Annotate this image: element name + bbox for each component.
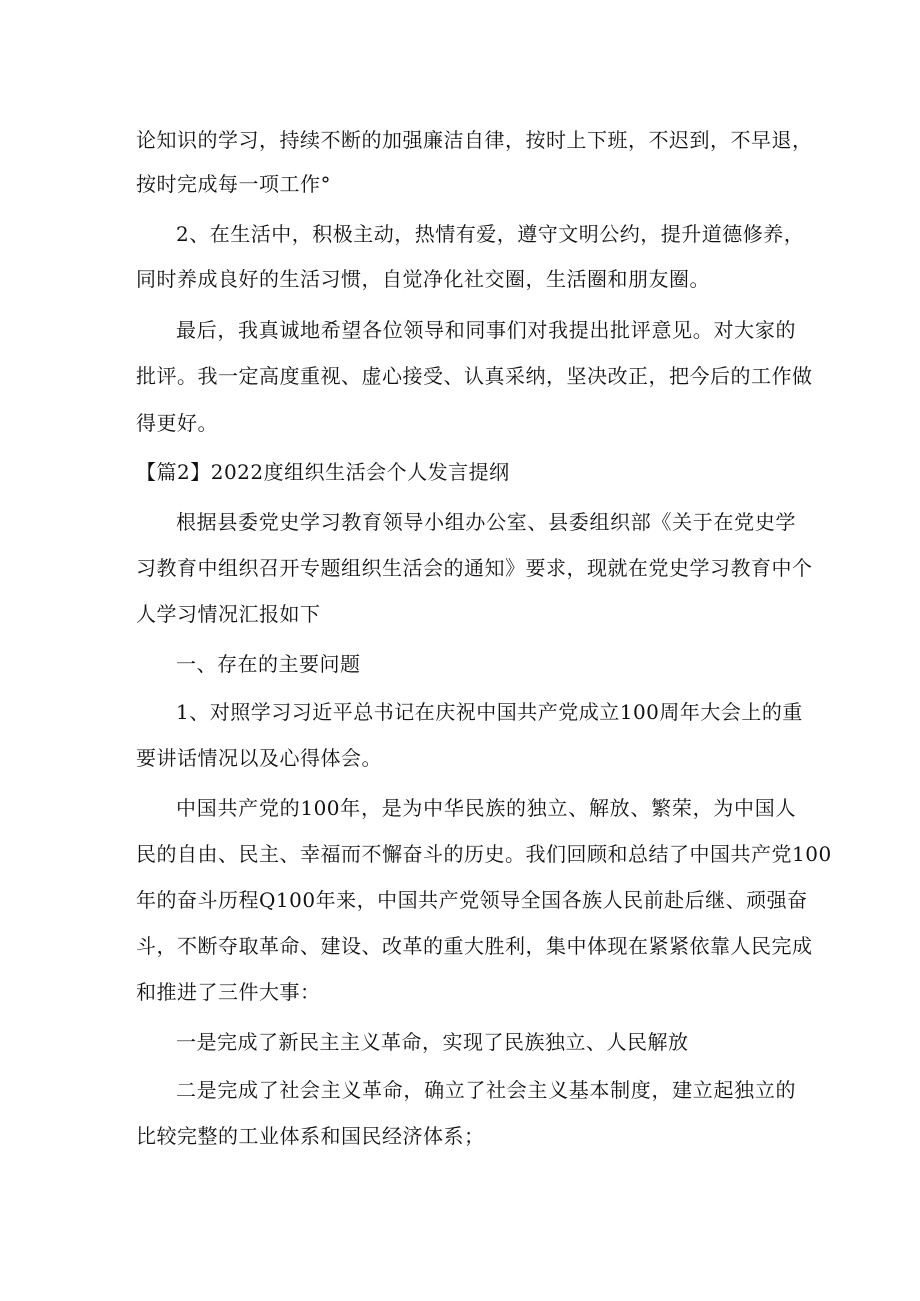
- paragraph-4-line-3: 人学习情况汇报如下: [136, 602, 321, 626]
- paragraph-9-line-1: 二是完成了社会主义革命，确立了社会主义基本制度，建立起独立的: [176, 1078, 796, 1102]
- section-heading: 【篇2】2022度组织生活会个人发言提纲: [136, 460, 510, 484]
- paragraph-9-line-2: 比较完整的工业体系和国民经济体系；: [136, 1124, 485, 1148]
- paragraph-2-line-2: 同时养成良好的生活习惯，自觉净化社交圈，生活圈和朋友圈。: [136, 267, 710, 291]
- paragraph-1-line-1: 论知识的学习，持续不断的加强廉洁自律，按时上下班，不迟到，不早退，: [136, 128, 813, 152]
- paragraph-3-line-2: 批评。我一定高度重视、虚心接受、认真采纳，坚决改正，把今后的工作做: [136, 364, 813, 388]
- paragraph-6-line-1: 1、对照学习习近平总书记在庆祝中国共产党成立100周年大会上的重: [176, 700, 803, 724]
- paragraph-1-line-2: 按时完成每一项工作°: [136, 172, 331, 196]
- paragraph-6-line-2: 要讲话情况以及心得体会。: [136, 746, 382, 770]
- paragraph-7-line-4: 斗，不断夺取革命、建设、改革的重大胜利，集中体现在紧紧依靠人民完成: [136, 934, 813, 958]
- paragraph-7-line-5: 和推进了三件大事：: [136, 980, 321, 1004]
- paragraph-7-line-1: 中国共产党的100年，是为中华民族的独立、解放、繁荣，为中国人: [176, 796, 796, 820]
- paragraph-3-line-3: 得更好。: [136, 411, 218, 435]
- paragraph-4-line-1: 根据县委党史学习教育领导小组办公室、县委组织部《关于在党史学: [176, 510, 796, 534]
- subsection-title: 一、存在的主要问题: [176, 652, 361, 676]
- paragraph-7-line-3: 年的奋斗历程Q100年来，中国共产党领导全国各族人民前赴后继、顽强奋: [136, 888, 808, 912]
- paragraph-3-line-1: 最后，我真诚地希望各位领导和同事们对我提出批评意见。对大家的: [176, 318, 796, 342]
- paragraph-4-line-2: 习教育中组织召开专题组织生活会的通知》要求，现就在党史学习教育中个: [136, 556, 813, 580]
- paragraph-7-line-2: 民的自由、民主、幸福而不懈奋斗的历史。我们回顾和总结了中国共产党100: [136, 842, 832, 866]
- paragraph-8-line-1: 一是完成了新民主主义革命，实现了民族独立、人民解放: [176, 1030, 689, 1054]
- paragraph-2-line-1: 2、在生活中，积极主动，热情有爱，遵守文明公约，提升道德修养，: [176, 222, 805, 246]
